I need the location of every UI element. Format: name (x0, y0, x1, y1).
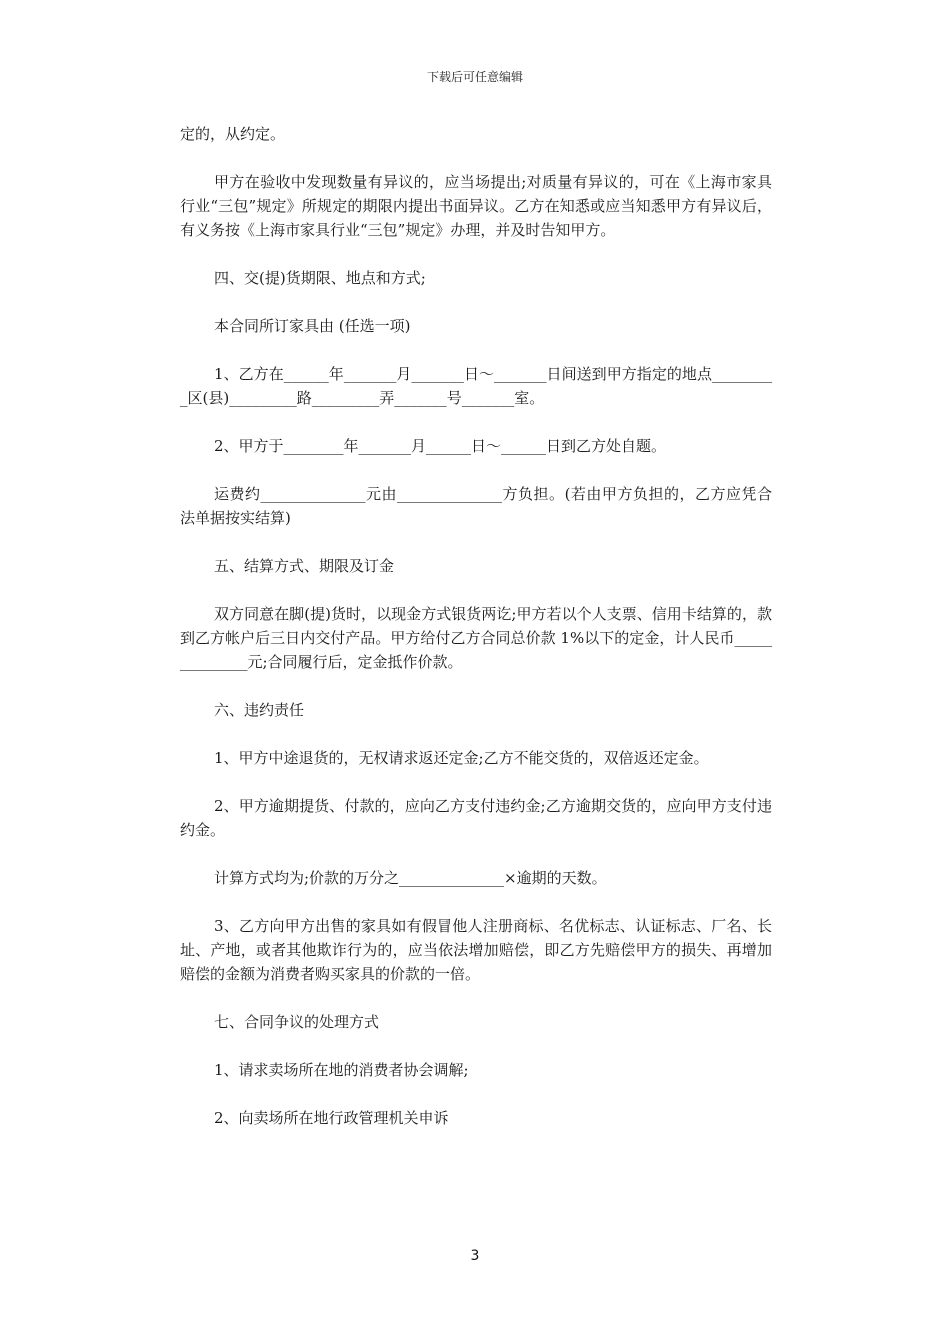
paragraph: 1、乙方在______年_______月_______日～_______日间送到甲方指定的地点_________区(县)_________路_________弄_______号_______室。 (180, 365, 772, 407)
paragraph: 1、请求卖场所在地的消费者协会调解; (214, 1061, 469, 1079)
paragraph: 2、向卖场所在地行政管理机关申诉 (214, 1109, 449, 1127)
paragraph: 四、交(提)货期限、地点和方式; (214, 269, 426, 287)
paragraph: 3、乙方向甲方出售的家具如有假冒他人注册商标、名优标志、认证标志、厂名、长址、产地，或者其他欺诈行为的，应当依法增加赔偿，即乙方先赔偿甲方的损失、再增加赔偿的金额为消费者购买家具的价款的一倍。 (180, 917, 772, 983)
document-body (180, 122, 772, 1154)
paragraph: 计算方式均为;价款的万分之______________×逾期的天数。 (214, 869, 607, 887)
paragraph: 本合同所订家具由 (任选一项) (214, 317, 411, 335)
paragraph: 六、违约责任 (214, 701, 305, 719)
page-number: 3 (470, 1248, 480, 1264)
page-header-note: 下载后可任意编辑 (426, 70, 523, 84)
paragraph: 七、合同争议的处理方式 (214, 1013, 380, 1031)
paragraph: 1、甲方中途退货的，无权请求返还定金;乙方不能交货的，双倍返还定金。 (214, 749, 709, 767)
paragraph: 运费约______________元由______________方负担。(若由甲方负担的，乙方应凭合法单据按实结算) (180, 485, 772, 527)
paragraph: 双方同意在脚(提)货时，以现金方式银货两讫;甲方若以个人支票、信用卡结算的，款到乙方帐户后三日内交付产品。甲方给付乙方合同总价款 1%以下的定金，计人民币______________元;合同履行后，定金抵作价款。 (180, 605, 772, 671)
paragraph: 定的，从约定。 (180, 125, 286, 143)
paragraph: 甲方在验收中发现数量有异议的，应当场提出;对质量有异议的，可在《上海市家具行业“三包”规定》所规定的期限内提出书面异议。乙方在知悉或应当知悉甲方有异议后，有义务按《上海市家具行业“三包”规定》办理，并及时告知甲方。 (180, 173, 772, 239)
paragraph: 2、甲方逾期提货、付款的，应向乙方支付违约金;乙方逾期交货的，应向甲方支付违约金。 (180, 797, 772, 839)
paragraph: 五、结算方式、期限及订金 (214, 557, 395, 575)
paragraph: 2、甲方于________年_______月______日～______日到乙方处自题。 (214, 437, 667, 455)
